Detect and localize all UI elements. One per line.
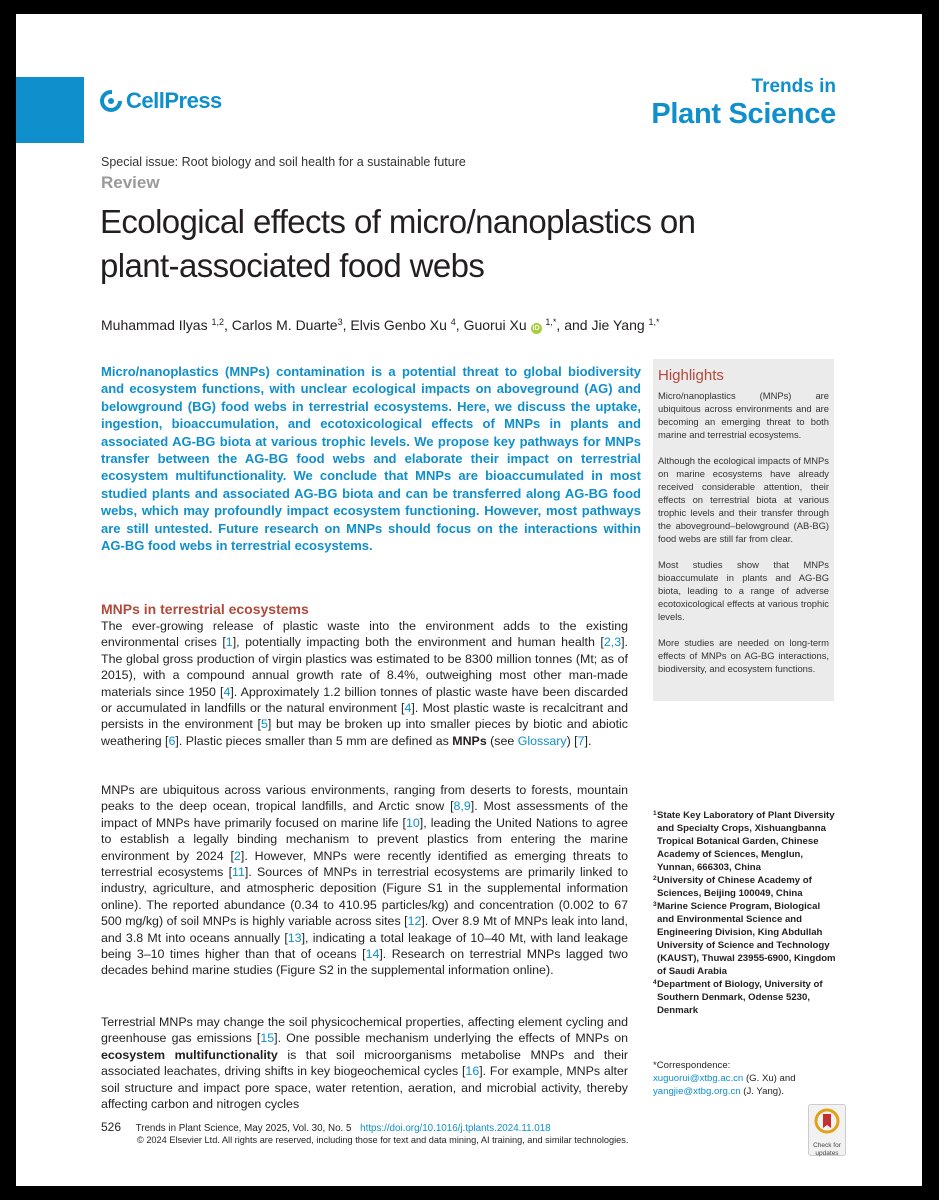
citation-ref[interactable]: 14	[365, 947, 380, 962]
correspondence-name: (G. Xu) and	[745, 1073, 796, 1084]
special-issue: Special issue: Root biology and soil health for a sustainable future	[101, 155, 466, 169]
correspondence-label: *Correspondence:	[653, 1060, 731, 1071]
author-name: Guorui Xu	[463, 317, 527, 333]
check-updates-icon	[814, 1108, 840, 1136]
cellpress-icon	[100, 90, 122, 112]
affiliation-item: 2 University of Chinese Academy of Sciences, Beijing 100049, China	[653, 875, 812, 899]
citation-ref[interactable]: 1	[225, 635, 233, 650]
author-list: Muhammad Ilyas $^{1,2}$, Carlos M. Duarte$^3$, Elvis Genbo Xu $^4$, Guorui Xu iD $^{1,*}$, and Jie Yang $^{1,*}$	[101, 317, 660, 333]
citation-ref[interactable]: 11	[232, 865, 245, 880]
article-title	[100, 200, 800, 288]
email-link-yang[interactable]: yangjie@xtbg.org.cn	[653, 1086, 741, 1097]
citation-ref[interactable]: 4	[404, 701, 412, 716]
author-affiliation: 1,*	[545, 317, 557, 327]
highlight-item: More studies are needed on long-term effects of MNPs on AG-BG interactions, biodiversity, and ecosystem functions.	[658, 637, 829, 674]
affiliations	[653, 809, 836, 1017]
citation: Trends in Plant Science, May 2025, Vol. 30, No. 5	[135, 1123, 352, 1134]
glossary-term: MNPs	[452, 733, 487, 748]
publisher-name: CellPress	[126, 88, 222, 113]
correspondence-name: (J. Yang).	[743, 1086, 784, 1097]
citation-ref[interactable]: 10	[405, 815, 420, 830]
article-type: Review	[101, 173, 160, 192]
glossary-term: ecosystem multifunctionality	[101, 1047, 278, 1062]
citation-ref[interactable]: 8,9	[453, 799, 471, 814]
author-affiliation: 3	[337, 317, 343, 327]
check-label-1: Check for	[813, 1142, 841, 1149]
author-name: Muhammad Ilyas	[101, 317, 208, 333]
brand-tab	[16, 77, 84, 143]
citation-ref[interactable]: 16	[465, 1064, 480, 1079]
email-link-xu[interactable]: xuguorui@xtbg.ac.cn	[653, 1073, 744, 1084]
author-affiliation: 4	[450, 317, 456, 327]
author-affiliation: 1,*	[648, 317, 660, 327]
body-paragraph-2: MNPs are ubiquitous across various environments, ranging from deserts to forests, mountain peaks to the deep ocean, tropical landfills, and Arctic snow [8,9]. Most assessments of the impact of MNPs have primarily focused on marine life [10], leading the United Nations to agree to establish a legally binding mechanism to prevent plastics from entering the marine environment by 2024 [2]. However, MNPs were recently identified as emerging threats to terrestrial ecosystems [11]. Sources of MNPs in terrestrial ecosystems are primarily linked to industry, agriculture, and atmospheric deposition (Figure S1 in the supplemental information online). The reported abundance (0.34 to 410.95 particles/kg) and concentration (0.002 to 67 500 mg/kg) of soil MNPs is highly variable across sites [12]. Over 8.9 Mt of MNPs leak into land, and 3.8 Mt into oceans annually [13], indicating a total leakage of 10–40 Mt, with land leakage being 3–10 times higher than that of oceans [14]. Research on terrestrial MNPs lagged two decades behind marine studies (Figure S2 in the supplemental information online).	[101, 783, 629, 978]
citation-ref[interactable]: 2	[233, 848, 241, 863]
body-paragraph-1: The ever-growing release of plastic waste into the environment adds to the existing environmental crises [1], potentially impacting both the environment and human health [2,3]. The global gross production of virgin plastics was estimated to be 8300 million tonnes (Mt; as of 2015), with a compound annual growth rate of 8.4%, outweighing most other man-made materials since 1950 [4]. Approximately 1.2 billion tonnes of plastic waste have been discarded or accumulated in landfills or the natural environment [4]. Most plastic waste is recalcitrant and persists in the environment [5] but may be broken up into smaller pieces by biotic and abiotic weathering [6]. Plastic pieces smaller than 5 mm are defined as MNPs (see Glossary) [7].	[101, 619, 628, 748]
citation-ref[interactable]: 13	[287, 930, 302, 945]
check-for-updates-button[interactable]	[808, 1104, 846, 1156]
journal-name	[651, 76, 836, 130]
body-paragraph-3: Terrestrial MNPs may change the soil physicochemical properties, affecting element cycling and greenhouse gas emissions [15]. One possible mechanism underlying the effects of MNPs on ecosystem multifunctionality is that soil microorganisms metabolise MNPs and their associated leachates, driving shifts in key biogeochemical cycles [16]. For example, MNPs alter soil structure and impact pore space, water retention, aeration, and microbial activity, thereby affecting carbon and nitrogen cycles	[101, 1015, 628, 1112]
doi-link[interactable]: https://doi.org/10.1016/j.tplants.2024.11.018	[360, 1123, 551, 1134]
citation-ref[interactable]: 4	[223, 684, 231, 699]
citation-ref[interactable]: Glossary	[517, 733, 567, 748]
page-number: 526	[101, 1120, 122, 1134]
title-line-1: Ecological effects of micro/nanoplastics on	[100, 203, 696, 240]
highlight-item: Most studies show that MNPs bioaccumulate in plants and AG-BG biota, leading to a range of adverse ecotoxicological effects at various trophic levels.	[658, 559, 829, 622]
title-line-2: plant-associated food webs	[100, 247, 485, 284]
page-footer	[101, 1120, 551, 1134]
copyright: © 2024 Elsevier Ltd. All rights are reserved, including those for text and data mining, AI training, and similar technologies.	[137, 1135, 629, 1145]
citation-ref[interactable]: 12	[407, 914, 422, 929]
affiliation-item: 3 Marine Science Program, Biological and Environmental Science and Engineering Division, King Abdullah University of Science and Technology (KAUST), Thuwal 23955-6900, Kingdom of Saudi Arabia	[653, 901, 836, 977]
citation-ref[interactable]: 6	[168, 733, 176, 748]
correspondence	[653, 1059, 836, 1098]
journal-line-2: Plant Science	[651, 98, 836, 130]
affiliation-item: 1 State Key Laboratory of Plant Diversity and Specialty Crops, Xishuangbanna Tropical Botanical Garden, Chinese Academy of Sciences, Menglun, Yunnan, 666303, China	[653, 810, 835, 873]
abstract: Micro/nanoplastics (MNPs) contamination is a potential threat to global biodiversity and ecosystem functions, with unclear ecological impacts on aboveground (AG) and belowground (BG) food webs in terrestrial ecosystems. Here, we discuss the uptake, ingestion, bioaccumulation, and ecotoxicological effects of MNPs in plants and associated AG-BG biota at various trophic levels. We propose key pathways for MNPs transfer between the AG-BG food webs and elaborate their impact on terrestrial ecosystem multifunctionality. We conclude that MNPs are bioaccumulated in most studied plants and associated AG-BG biota and can be transferred along AG-BG food webs, which may profoundly impact ecosystem functioning. However, most pathways are still untested. Future research on MNPs should focus on the interactions within AG-BG food webs in terrestrial ecosystems.	[101, 364, 641, 554]
citation-ref[interactable]: 2,3	[603, 635, 622, 650]
journal-line-1: Trends in	[751, 76, 836, 97]
citation-ref[interactable]: 5	[260, 717, 268, 732]
cellpress-logo	[100, 88, 222, 114]
section-heading: MNPs in terrestrial ecosystems	[101, 601, 309, 617]
affiliation-item: 4 Department of Biology, University of Southern Denmark, Odense 5230, Denmark	[653, 979, 823, 1016]
orcid-icon[interactable]: iD	[532, 325, 540, 332]
highlights-box	[653, 359, 834, 701]
citation-ref[interactable]: 7	[577, 733, 585, 748]
author-name: and Jie Yang	[564, 317, 645, 333]
highlight-item: Although the ecological impacts of MNPs on marine ecosystems have already received considerable attention, their effects on terrestrial biota at various trophic levels and their transfer through the aboveground–belowground (AB-BG) food webs are still far from clear.	[658, 455, 829, 544]
highlights-heading: Highlights	[658, 367, 724, 384]
author-name: Elvis Genbo Xu	[350, 317, 447, 333]
author-affiliation: 1,2	[211, 317, 224, 327]
highlight-item: Micro/nanoplastics (MNPs) are ubiquitous across environments and are becoming an emerging threat to both marine and terrestrial ecosystems.	[658, 390, 829, 440]
author-name: Carlos M. Duarte	[231, 317, 338, 333]
citation-ref[interactable]: 15	[260, 1031, 275, 1046]
article-page	[16, 14, 922, 1186]
check-label-2: updates	[815, 1150, 839, 1157]
